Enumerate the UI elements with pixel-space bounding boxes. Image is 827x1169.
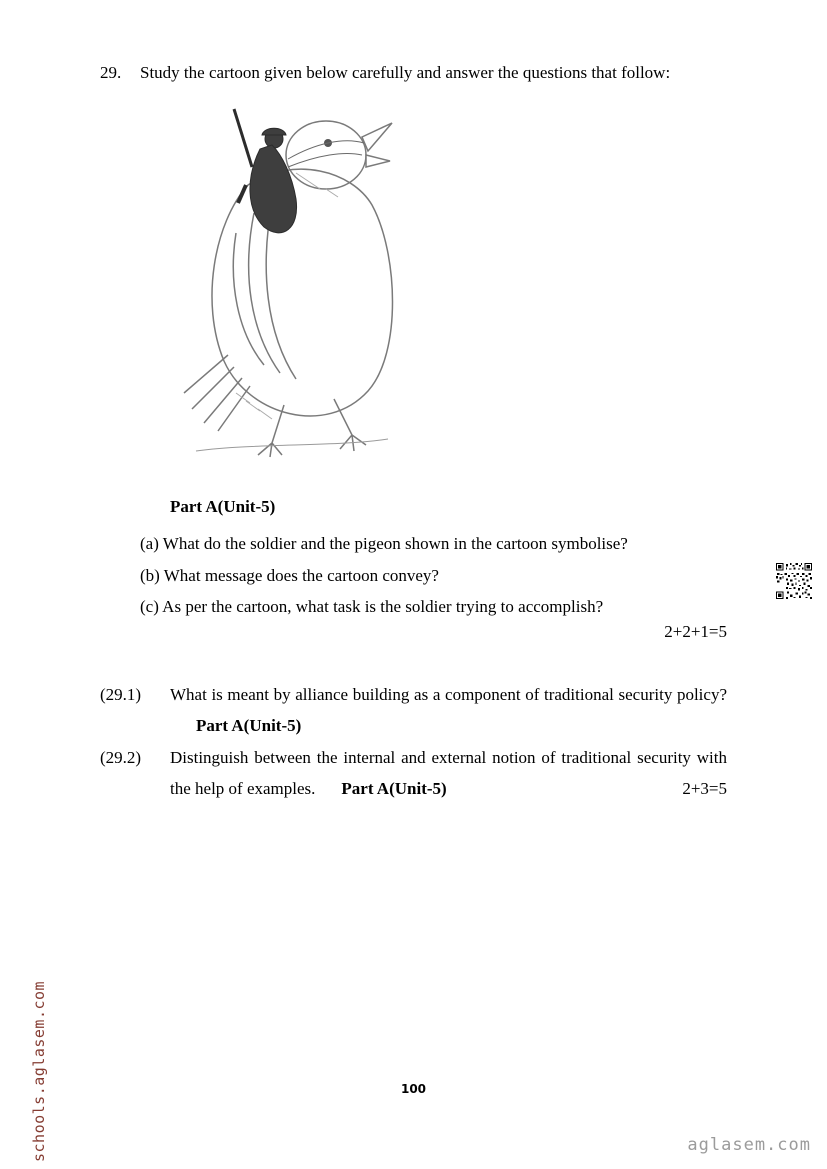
question-29-2-body <box>170 742 727 804</box>
question-29-2-text: Distinguish between the internal and external notion of traditional security with the help of examples. <box>170 748 727 798</box>
marks-q29: 2+2+1=5 <box>664 622 727 641</box>
question-29-2-number: (29.2) <box>100 748 142 767</box>
question-29-2-part-label: Part A(Unit-5) <box>341 779 447 798</box>
sub-question-b: (b) What message does the cartoon convey? <box>140 565 439 585</box>
sub-question-c: (c) As per the cartoon, what task is the soldier trying to accomplish? <box>140 597 604 616</box>
bottom-right-watermark: aglasem.com <box>687 1135 811 1155</box>
question-29-1-number: (29.1) <box>100 685 142 704</box>
sub-question-list <box>140 528 740 623</box>
question-29-1 <box>100 679 727 741</box>
question-29-line <box>100 63 670 83</box>
page-number: 100 <box>400 1082 427 1096</box>
question-29-1-body <box>170 679 727 741</box>
question-29-1-part-label: Part A(Unit-5) <box>196 716 302 735</box>
question-29-2 <box>100 742 727 804</box>
question-29-intro: Study the cartoon given below carefully and answer the questions that follow: <box>140 63 671 82</box>
question-29-1-text: What is meant by alliance building as a component of traditional security policy? <box>170 685 727 704</box>
sub-question-a: (a) What do the soldier and the pigeon shown in the cartoon symbolise? <box>140 534 628 553</box>
part-label-heading: Part A(Unit-5) <box>170 497 276 516</box>
marks-q29-2: 2+3=5 <box>682 779 727 798</box>
cartoon-image <box>176 93 406 461</box>
soldier-pigeon-cartoon-icon <box>176 93 406 461</box>
question-29-number: 29. <box>100 63 122 82</box>
soldier-figure <box>234 109 297 233</box>
qr-code-icon <box>776 563 812 599</box>
left-watermark: schools.aglasem.com <box>30 980 48 1162</box>
